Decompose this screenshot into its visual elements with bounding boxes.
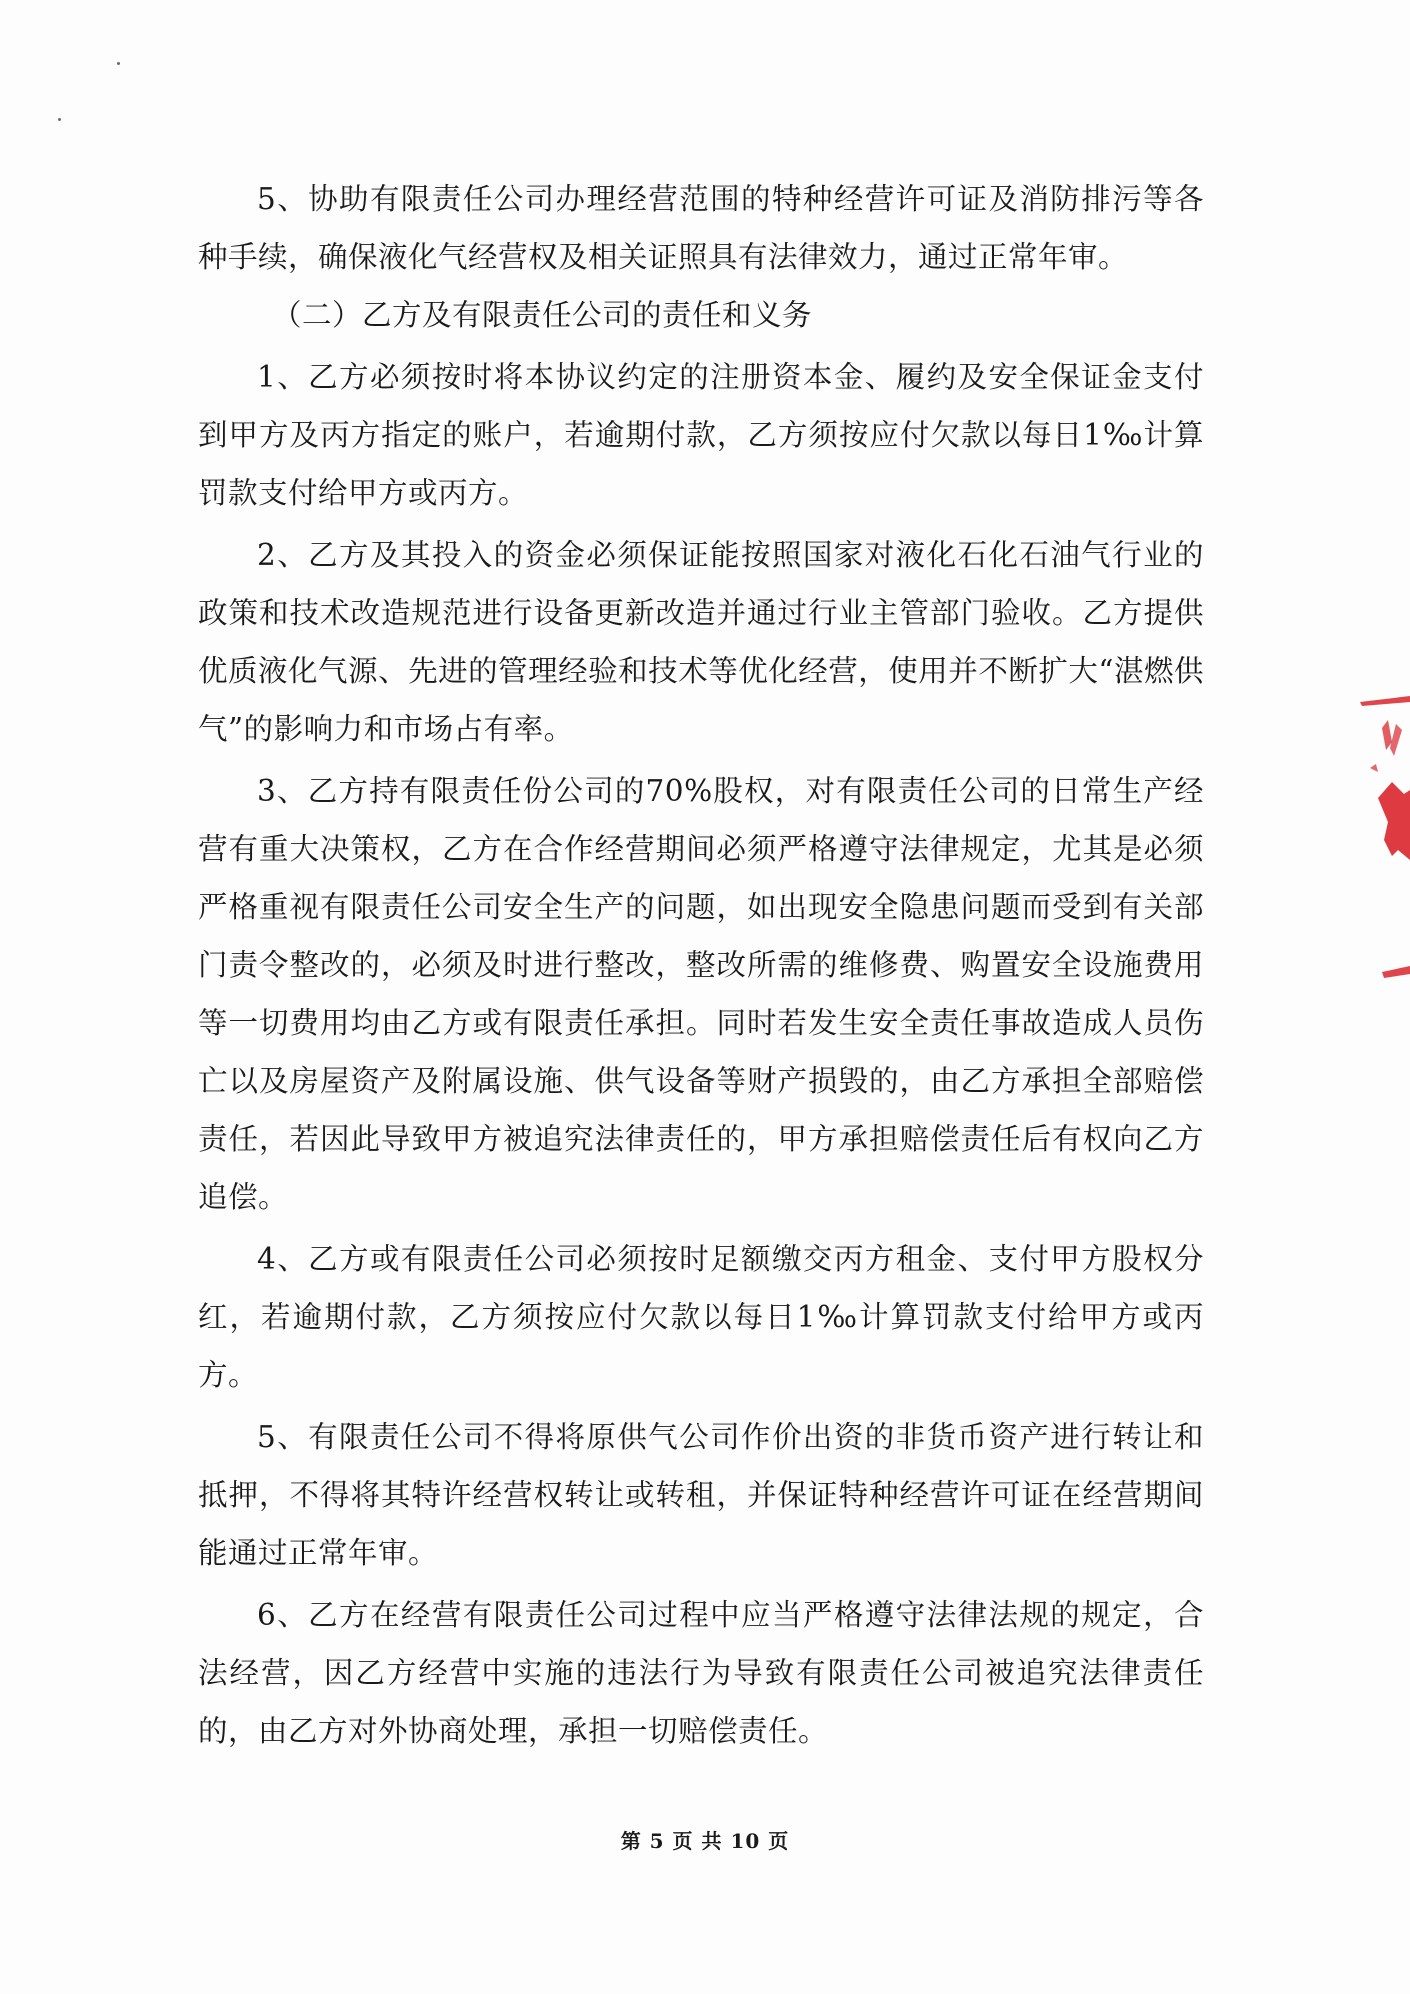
- paragraph-item-5-assets: 5、有限责任公司不得将原供气公司作价出资的非货币资产进行转让和抵押，不得将其特许经营权转让或转租，并保证特种经营许可证在经营期间能通过正常年审。: [198, 1420, 1204, 1570]
- paragraph-item-2-investment: 2、乙方及其投入的资金必须保证能按照国家对液化石化石油气行业的政策和技术改造规范进行设备更新改造并通过行业主管部门验收。乙方提供优质液化气源、先进的管理经验和技术等优化经营，使用并不断扩大“湛燃供气”的影响力和市场占有率。: [198, 538, 1204, 746]
- paragraph-item-3-equity: 3、乙方持有限责任份公司的70%股权，对有限责任公司的日常生产经营有重大决策权，乙方在合作经营期间必须严格遵守法律规定，尤其是必须严格重视有限责任公司安全生产的问题，如出现安全隐患问题而受到有关部门责令整改的，必须及时进行整改，整改所需的维修费、购置安全设施费用等一切费用均由乙方或有限责任承担。同时若发生安全责任事故造成人员伤亡以及房屋资产及附属设施、供气设备等财产损毁的，由乙方承担全部赔偿责任，若因此导致甲方被追究法律责任的，甲方承担赔偿责任后有权向乙方追偿。: [198, 774, 1204, 1214]
- red-seal-fragment: [1352, 690, 1410, 990]
- scan-speck: [117, 62, 120, 65]
- paragraph-item-6-compliance: 6、乙方在经营有限责任公司过程中应当严格遵守法律法规的规定，合法经营，因乙方经营中实施的违法行为导致有限责任公司被追究法律责任的，由乙方对外协商处理，承担一切赔偿责任。: [198, 1598, 1204, 1748]
- paragraph-item-1-payment: 1、乙方必须按时将本协议约定的注册资本金、履约及安全保证金支付到甲方及丙方指定的账户，若逾期付款，乙方须按应付欠款以每日1‰计算罚款支付给甲方或丙方。: [198, 360, 1204, 510]
- scan-speck: [58, 118, 61, 121]
- page-number-footer: 第 5 页 共 10 页: [620, 1829, 790, 1853]
- paragraph-item-5-procedures: 5、协助有限责任公司办理经营范围的特种经营许可证及消防排污等各种手续，确保液化气经营权及相关证照具有法律效力，通过正常年审。: [198, 182, 1204, 274]
- section-heading-party-b-duties: （二）乙方及有限责任公司的责任和义务: [272, 298, 813, 332]
- paragraph-item-4-rent: 4、乙方或有限责任公司必须按时足额缴交丙方租金、支付甲方股权分红，若逾期付款，乙方须按应付欠款以每日1‰计算罚款支付给甲方或丙方。: [198, 1242, 1204, 1392]
- document-body: [198, 170, 1204, 1760]
